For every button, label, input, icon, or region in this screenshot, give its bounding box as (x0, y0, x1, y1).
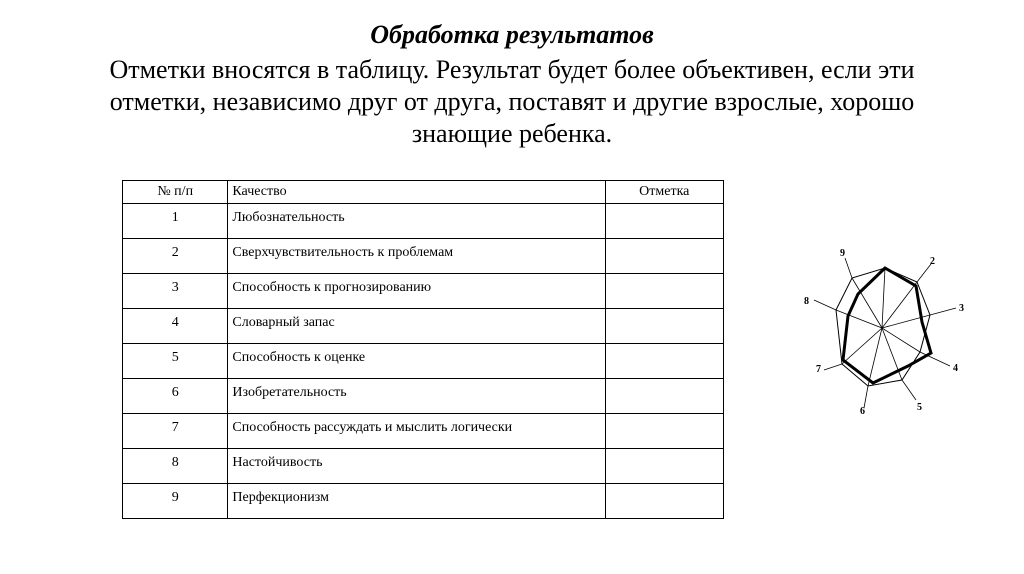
table-row (123, 239, 724, 274)
row-quality: Изобретательность (228, 379, 605, 414)
row-number: 2 (123, 239, 228, 274)
row-mark-cell[interactable] (605, 239, 723, 274)
table-row (123, 309, 724, 344)
axis-label: 2 (930, 256, 935, 267)
table-row (123, 344, 724, 379)
row-mark-cell[interactable] (605, 309, 723, 344)
header-num: № п/п (123, 181, 228, 204)
table-row (123, 449, 724, 484)
qualities-table (122, 180, 724, 519)
row-number: 3 (123, 274, 228, 309)
axis-label: 5 (917, 402, 922, 413)
row-quality: Перфекционизм (228, 484, 605, 519)
row-quality: Способность к оценке (228, 344, 605, 379)
row-number: 1 (123, 204, 228, 239)
axis-label: 9 (840, 248, 845, 259)
header-quality: Качество (228, 181, 605, 204)
table-row (123, 414, 724, 449)
table-row (123, 204, 724, 239)
axis-label: 7 (816, 364, 821, 375)
row-mark-cell[interactable] (605, 274, 723, 309)
row-mark-cell[interactable] (605, 204, 723, 239)
row-number: 5 (123, 344, 228, 379)
table-row (123, 274, 724, 309)
axis-label: 4 (953, 363, 958, 374)
table-row (123, 379, 724, 414)
row-mark-cell[interactable] (605, 484, 723, 519)
intro-paragraph: Отметки вносятся в таблицу. Результат будет более объективен, если эти отметки, независимо друг от друга, поставят и другие взрослые, хорошо знающие ребенка. (109, 55, 915, 148)
row-mark-cell[interactable] (605, 414, 723, 449)
row-number: 4 (123, 309, 228, 344)
spider-axis-extensions (814, 258, 956, 408)
axis-label: 8 (804, 296, 809, 307)
header-mark: Отметка (605, 181, 723, 204)
row-quality: Способность рассуждать и мыслить логически (228, 414, 605, 449)
page-title: Обработка результатов (370, 20, 654, 49)
row-number: 8 (123, 449, 228, 484)
axis-label: 3 (959, 303, 964, 314)
table-row (123, 484, 724, 519)
row-mark-cell[interactable] (605, 449, 723, 484)
row-quality: Сверхчувствительность к проблемам (228, 239, 605, 274)
table-header-row (123, 181, 724, 204)
row-number: 9 (123, 484, 228, 519)
row-number: 6 (123, 379, 228, 414)
row-quality: Словарный запас (228, 309, 605, 344)
axis-label: 6 (860, 406, 865, 417)
row-mark-cell[interactable] (605, 344, 723, 379)
row-quality: Любознательность (228, 204, 605, 239)
row-quality: Настойчивость (228, 449, 605, 484)
row-mark-cell[interactable] (605, 379, 723, 414)
row-number: 7 (123, 414, 228, 449)
row-quality: Способность к прогнозированию (228, 274, 605, 309)
spider-diagram (790, 240, 970, 420)
